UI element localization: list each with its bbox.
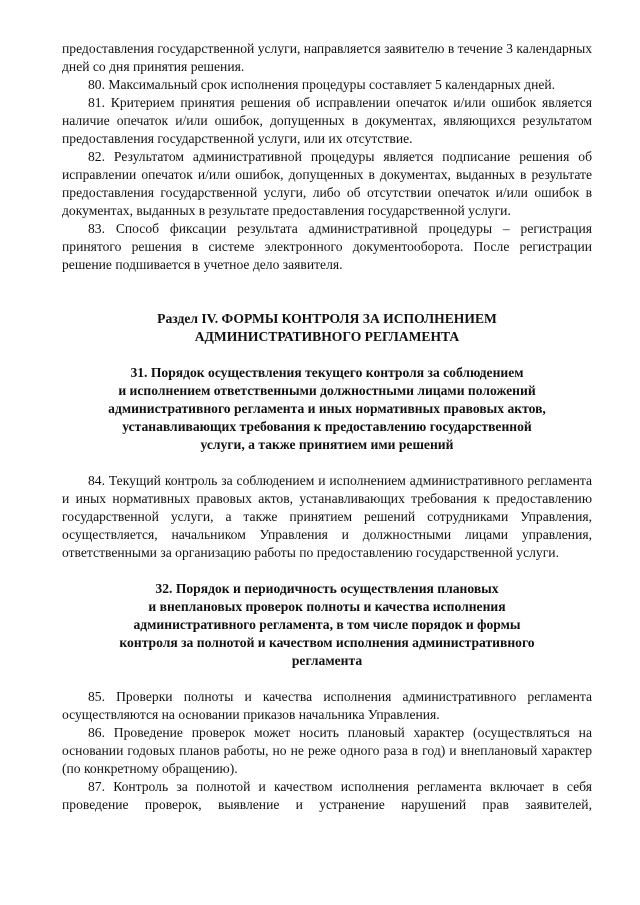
paragraph-continuation: предоставления государственной услуги, направляется заявителю в течение 3 календарных дней со дня принятия решения. — [62, 41, 592, 74]
subsection-heading-line: 31. Порядок осуществления текущего контроля за соблюдением — [130, 365, 524, 380]
paragraph-83: 83. Способ фиксации результата административной процедуры – регистрация принятого решения в системе электронного документооборота. После регистрации решение подшивается в учетное дело заявителя. — [62, 221, 592, 272]
subsection-heading-line: административного регламента и иных нормативных правовых актов, — [108, 401, 546, 416]
subsection-heading-line: 32. Порядок и периодичность осуществления плановых — [155, 581, 499, 596]
subsection-heading-line: административного регламента, в том числе порядок и формы — [133, 617, 521, 632]
paragraph-80: 80. Максимальный срок исполнения процедуры составляет 5 календарных дней. — [88, 77, 556, 92]
paragraph-82: 82. Результатом административной процедуры является подписание решения об исправлении опечаток и/или ошибок, допущенных в документах, выданных в результате предоставления государственной услуги, либо об отсутствии опечаток и/или ошибок в документах, выданных в результате предоставления государственной услуги. — [62, 149, 592, 218]
subsection-heading-line: регламента — [291, 653, 363, 668]
subsection-32-heading — [62, 580, 592, 670]
subsection-heading-line: и исполнением ответственными должностными лицами положений — [118, 383, 536, 398]
subsection-heading-line: устанавливающих требования к предоставлению государственной — [122, 419, 532, 434]
section-heading-line: АДМИНИСТРАТИВНОГО РЕГЛАМЕНТА — [194, 329, 460, 344]
subsection-heading-line: контроля за полнотой и качеством исполнения административного — [119, 635, 535, 650]
section-heading — [62, 310, 592, 346]
subsection-heading-line: услуги, а также принятием ими решений — [200, 437, 454, 452]
subsection-heading-line: и внеплановых проверок полноты и качества исполнения — [148, 599, 506, 614]
paragraph-86: 86. Проведение проверок может носить плановый характер (осуществляться на основании годовых планов работы, но не реже одного раза в год) и внеплановый характер (по конкретному обращению). — [62, 725, 592, 776]
document-page — [62, 40, 592, 814]
paragraph-84: 84. Текущий контроль за соблюдением и исполнением административного регламента и иных нормативных правовых актов, устанавливающих требования к предоставлению государственной услуги, а также принятием решений сотрудниками Управления, осуществляется, начальником Управления и должностными лицами управления, ответственными за организацию работы по предоставлению государственной услуги. — [62, 473, 592, 560]
paragraph-87: 87. Контроль за полнотой и качеством исполнения регламента включает в себя проведение проверок, выявление и устранение нарушений прав заявителей, — [62, 779, 592, 812]
paragraph-85: 85. Проверки полноты и качества исполнения административного регламента осуществляются на основании приказов начальника Управления. — [62, 689, 592, 722]
subsection-31-heading — [62, 364, 592, 454]
paragraph-81: 81. Критерием принятия решения об исправлении опечаток и/или ошибок является наличие опечаток и/или ошибок, допущенных в документах, являющихся результатом предоставления государственной услуги, или их отсутствие. — [62, 95, 592, 146]
section-heading-line: Раздел IV. ФОРМЫ КОНТРОЛЯ ЗА ИСПОЛНЕНИЕМ — [157, 311, 497, 326]
